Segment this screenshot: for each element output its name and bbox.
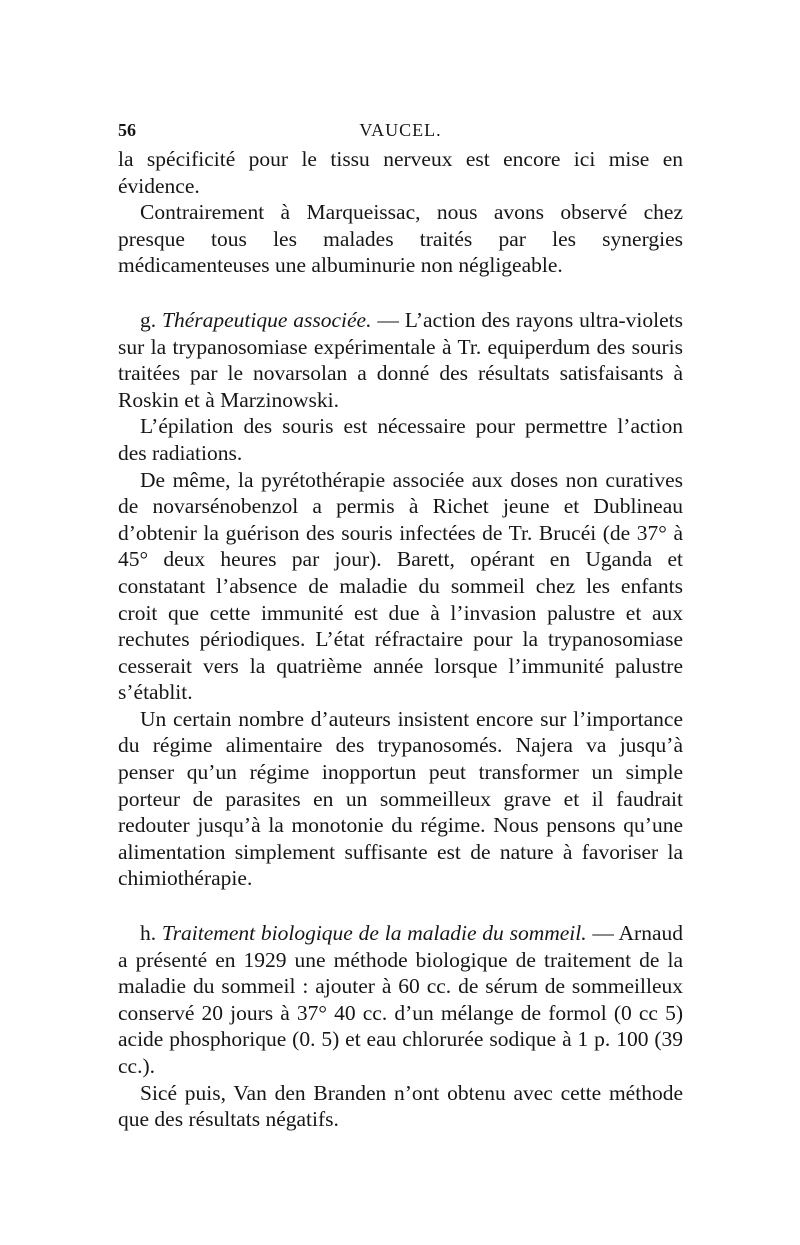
paragraph-epilation: L’épilation des souris est nécessaire pour permettre l’action des radiations. [118,414,683,465]
paragraph-pyretotherapy: De même, la pyrétothérapie associée aux doses non curatives de novarsénobenzol a permis à Richet jeune et Dublineau d’obtenir la guérison des souris infectées de Tr. Brucéi (de 37° à 45° deux heures par jour). Barett, opérant en Uganda et constatant l’absence de maladie du sommeil chez les enfants croit que cette immunité est due à l’invasion palustre et aux rechutes périodiques. L’état réfractaire pour la trypanosomiase cesserait vers la quatrième année lorsque l’immunité palustre s’établit. [118,467,683,705]
section-g-letter: g. [140,307,157,332]
section-g-title: Thérapeutique associée. [161,307,372,332]
section-h-paragraph [118,920,683,1080]
paragraph-negative-results: Sicé puis, Van den Branden n’ont obtenu avec cette méthode que des résultats négatifs. [118,1080,683,1132]
section-h-letter: h. [140,921,157,946]
document-page [118,112,683,1133]
running-head [118,112,683,146]
running-title: VAUCEL. [359,120,442,140]
section-h-title: Traitement biologique de la maladie du sommeil. [161,921,587,946]
section-h-text: — Arnaud a présenté en 1929 une méthode biologique de traitement de la maladie du sommeil : ajouter à 60 cc. de sérum de sommeilleux conservé 20 jours à 37° 40 cc. d’un mélange de formol (0 cc 5) acide phosphorique (0. 5) et eau chlorurée sodique à 1 p. 100 (39 cc.). [118,921,684,1078]
paragraph-albuminuria: Contrairement à Marqueissac, nous avons observé chez presque tous les malades traités par les synergies médicamenteuses une albuminurie non négligeable. [118,200,683,278]
section-gap [118,279,683,307]
paragraph-specificity: la spécificité pour le tissu nerveux est encore ici mise en évidence. [118,147,683,198]
section-g-paragraph [118,307,683,413]
section-g-text: — L’action des rayons ultra-violets sur la trypanosomiase expérimentale à Tr. equiperdum des souris traitées par le novarsolan a donné des résultats satisfaisants à Roskin et à Marzinowski. [118,307,683,412]
paragraph-diet: Un certain nombre d’auteurs insistent encore sur l’importance du régime alimentaire des trypanosomés. Najera va jusqu’à penser qu’un régime inopportun peut transformer un simple porteur de parasites en un sommeilleux grave et il faudrait redouter jusqu’à la monotonie du régime. Nous pensons qu’une alimentation simplement suffisante est de nature à favoriser la chimiothérapie. [118,706,683,891]
section-gap [118,892,683,920]
page-number: 56 [118,120,136,140]
